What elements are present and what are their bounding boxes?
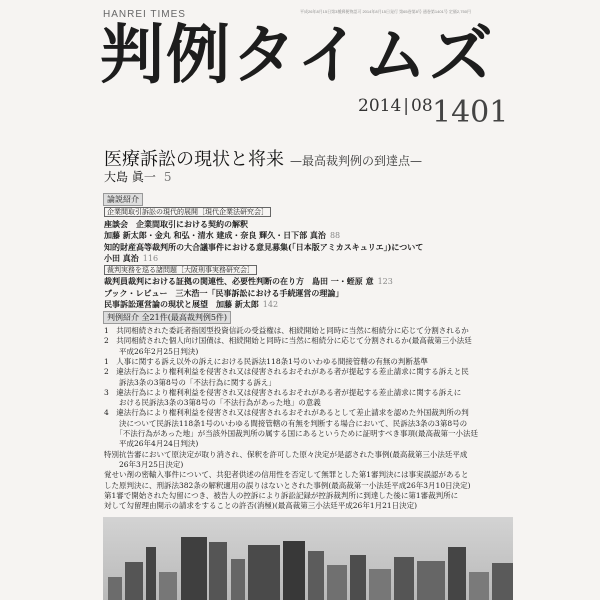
article-line bbox=[104, 253, 494, 264]
article-text: ブック・レビュー 三木浩一「民事訴訟における手続運営の理論」 bbox=[104, 287, 344, 298]
article-line bbox=[104, 265, 494, 275]
case-line: 2 違法行為により権利利益を侵害され又は侵害されるおそれがある者が提起する差止請求に関する訴えと民 bbox=[104, 367, 469, 377]
case-line: 決について民訴法118条1号のいわゆる間接管轄の有無を判断する場合において、民訴法3条の3第8号の bbox=[104, 418, 468, 428]
case-line: 26年3月25日決定) bbox=[104, 459, 184, 469]
issue-separator: | bbox=[403, 96, 409, 116]
hanrei-label: 判例紹介 bbox=[107, 313, 139, 322]
skyline-graphic bbox=[103, 517, 513, 600]
article-line bbox=[104, 276, 494, 287]
issue-month: 08 bbox=[411, 96, 433, 116]
article-text: 知的財産高等裁判所の大合議事件における意見募集(「日本版アミカスキュリエ」)について bbox=[104, 241, 424, 252]
article-page: 142 bbox=[262, 300, 279, 309]
article-page: 123 bbox=[377, 277, 393, 286]
article-line bbox=[104, 219, 494, 230]
article-category-tag: 企業間取引訴訟の現代的展開［現代企業法研究会］ bbox=[104, 207, 271, 217]
feature-page: 5 bbox=[163, 170, 172, 184]
case-line: 2 共同相続された個人向け国債は、相続開始と同時に当然に相続分に応じて分割されるか(最高裁第三小法廷 bbox=[104, 336, 472, 346]
feature-author bbox=[104, 168, 171, 185]
article-text: 座談会 企業間取引における契約の解釈 bbox=[104, 218, 248, 229]
case-line: 平成26年2月25日判決) bbox=[104, 346, 199, 356]
article-text: 民事訴訟運営論の現状と展望 加藤 新太郎 bbox=[104, 299, 259, 309]
article-page: 88 bbox=[329, 231, 341, 240]
feature-subtitle: —最高裁判例の到達点— bbox=[290, 154, 423, 168]
case-line: おける民訴法3条の3第8号の「不法行為があった地」の意義 bbox=[104, 398, 321, 408]
article-category-tag: 裁判実務を巡る諸問題［大阪刑事実務研究会］ bbox=[104, 265, 257, 275]
case-line: 特別抗告審において原決定が取り消され、保釈を許可した原々決定が是認された事例(最高裁第三小法廷平成 bbox=[104, 449, 468, 459]
author-name: 大島 眞一 bbox=[104, 170, 156, 184]
section-label-ronsetsu: 論説紹介 bbox=[103, 193, 143, 206]
article-line bbox=[104, 242, 494, 253]
issue-number: 1401 bbox=[432, 95, 509, 130]
hanrei-count: 全21件(最高裁判例5件) bbox=[141, 313, 228, 322]
case-line: 1 人事に関する訴え以外の訴えにおける民訴法118条1号のいわゆる間接管轄の有無の判断基準 bbox=[104, 356, 428, 366]
case-line: 対して勾留理由開示の請求をすることの許否(消極)(最高裁第三小法廷平成26年1月21日決定) bbox=[104, 501, 418, 511]
issue-date bbox=[358, 96, 433, 116]
case-line: 訴法3条の3第8号の「不法行為に関する訴え」 bbox=[104, 377, 276, 387]
case-line: 平成26年4月24日判決) bbox=[104, 439, 199, 449]
article-line bbox=[104, 207, 494, 217]
section-label-hanrei bbox=[103, 311, 231, 324]
case-line: 3 違法行為により権利利益を侵害され又は侵害されるおそれがある者が提起する差止請求に関する訴えに bbox=[104, 387, 462, 397]
case-line: 1 共同相続された委託者指図型投資信託の受益権は、相続開始と同時に当然に相続分に応じて分割されるか bbox=[104, 326, 469, 335]
brand-name: HANREI TIMES bbox=[103, 9, 186, 20]
article-page: 116 bbox=[142, 254, 159, 263]
feature-title: 医療訴訟の現状と将来 bbox=[104, 149, 284, 170]
case-line: した原判決に、刑訴法382条の解釈適用の誤りはないとされた事例(最高裁第一小法廷平成26年3月10日決定) bbox=[104, 480, 471, 490]
case-line: 4 違法行為により権利利益を侵害され又は侵害されるおそれがあるとして差止請求を認めた外国裁判所の判 bbox=[104, 408, 469, 418]
article-text: 加藤 新太郎・金丸 和弘・清水 建成・奈良 輝久・日下部 真治 bbox=[104, 230, 326, 240]
case-line: 第1審で開始された勾留につき、被告人の控訴により訴訟記録が控訴裁判所に到達した後に第1審裁判所に bbox=[104, 490, 459, 500]
article-line bbox=[104, 288, 494, 299]
article-text: 小田 真治 bbox=[104, 253, 139, 263]
article-text: 裁判員裁判における証拠の関連性、必要性判断の在り方 島田 一・蛭原 意 bbox=[104, 276, 374, 286]
city-skyline-image bbox=[103, 517, 513, 600]
publication-fineprint: 平成26年8月15日第3種郵便物認可 2014年8月15日発行 第65巻第8号 通巻第1401号 定価2,750円 bbox=[300, 9, 471, 14]
case-line: 「不法行為があった地」が当該外国裁判所の属する国にあるというために証明すべき事項(最高裁第一小法廷 bbox=[104, 429, 478, 438]
article-line bbox=[104, 230, 494, 241]
issue-year: 2014 bbox=[358, 96, 402, 116]
magazine-title: 判例タイムズ bbox=[100, 19, 495, 93]
article-line bbox=[104, 299, 494, 310]
case-line: 覚せい剤の密輸入事件について、共犯者供述の信用性を否定して無罪とした第1審判決には事実誤認があると bbox=[104, 470, 469, 480]
